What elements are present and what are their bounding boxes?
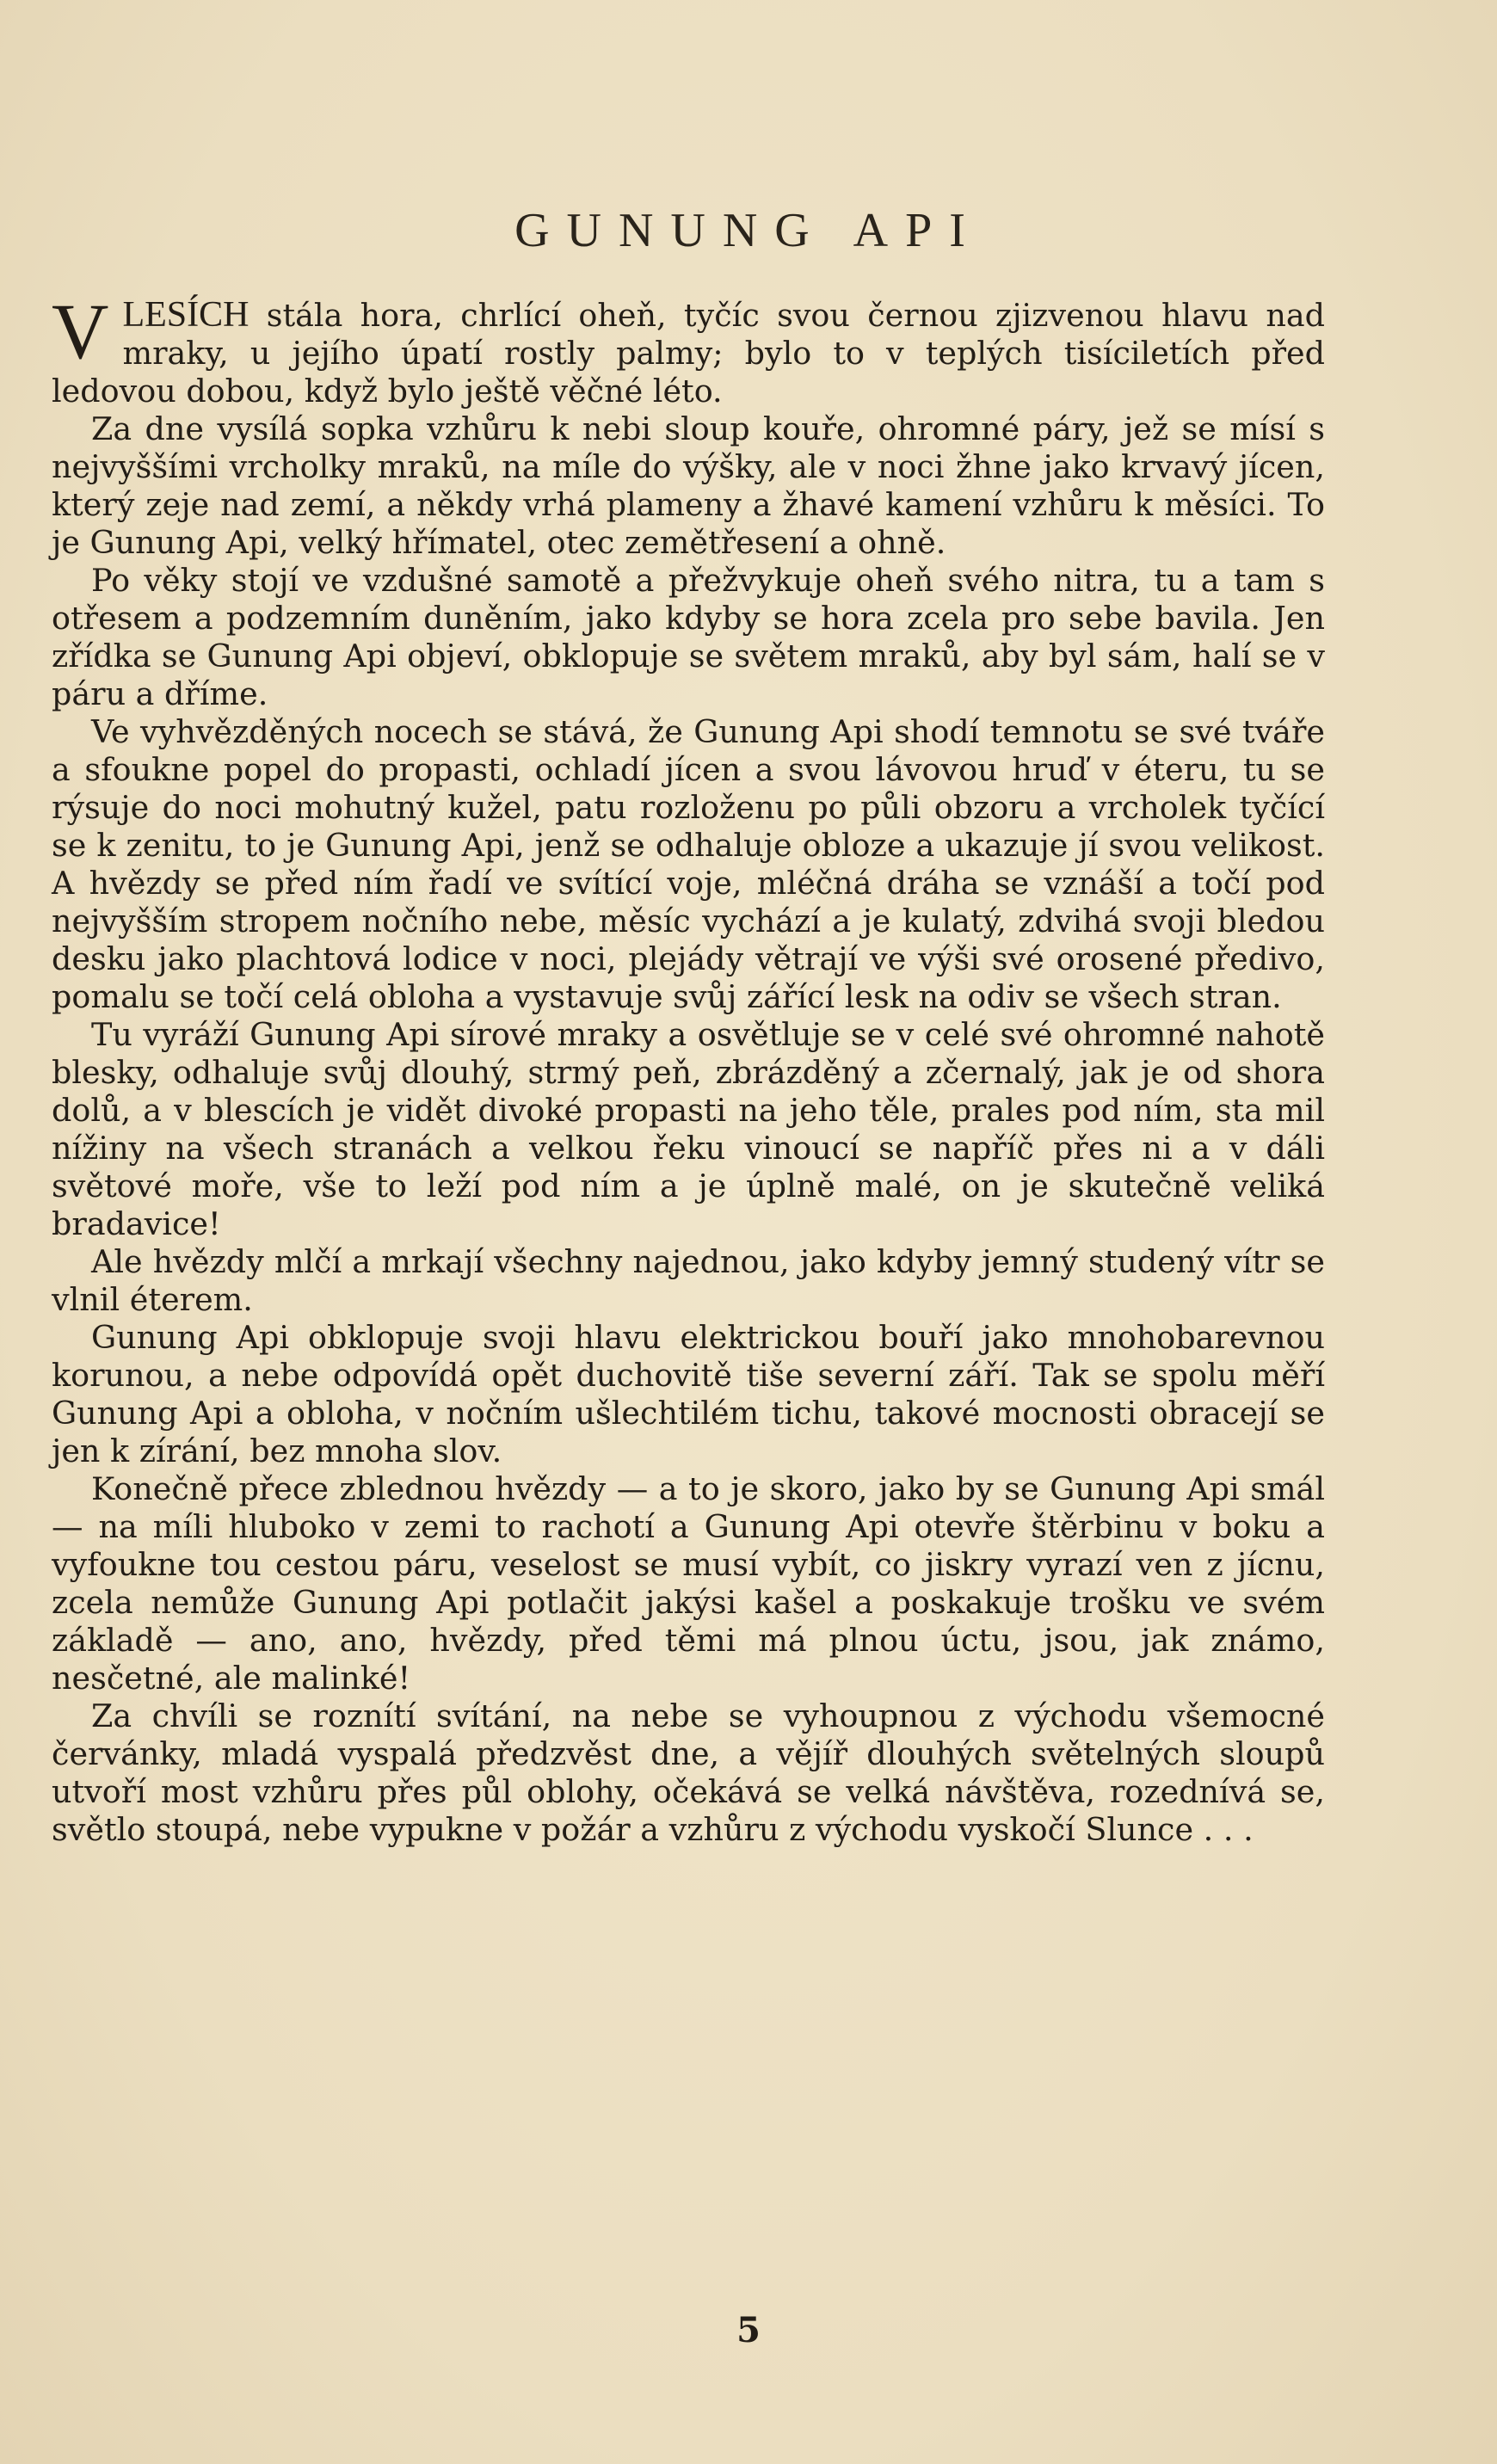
small-caps-word: LESÍCH — [122, 295, 250, 335]
drop-cap: V — [52, 287, 109, 375]
paragraph-6: Ale hvězdy mlčí a mrkají všechny najednou, jako kdyby jemný studený vítr se vlnil éterem. — [52, 1243, 1325, 1318]
paragraph-5: Tu vyráží Gunung Api sírové mraky a osvětluje se v celé své ohromné nahotě blesky, odhaluje svůj dlouhý, strmý peň, zbrázděný a zčernalý, jak je od shora dolů, a v blescích je vidět divoké propasti na jeho těle, prales pod ním, sta mil nížiny na všech stranách a velkou řeku vinoucí se napříč přes ni a v dáli světové moře, vše to leží pod ním a je úplně malé, on je skutečně veliká bradavice! — [52, 1016, 1325, 1242]
paragraph-8: Konečně přece zblednou hvězdy — a to je skoro, jako by se Gunung Api smál — na míli hluboko v zemi to rachotí a Gunung Api otevře štěrbinu v boku a vyfoukne tou cestou páru, veselost se musí vybít, co jiskry vyrazí ven z jícnu, zcela nemůže Gunung Api potlačit jakýsi kašel a poskakuje trošku ve svém základě — ano, ano, hvězdy, před těmi má plnou úctu, jsou, jak známo, nesčetné, ale malinké! — [52, 1470, 1325, 1697]
paragraph-3: Po věky stojí ve vzdušné samotě a přežvykuje oheň svého nitra, tu a tam s otřesem a podzemním duněním, jako kdyby se hora zcela pro sebe bavila. Jen zřídka se Gunung Api objeví, obklopuje se světem mraků, aby byl sám, halí se v páru a dříme. — [52, 562, 1325, 712]
page-number: 5 — [736, 2310, 761, 2350]
chapter-title: GUNUNG API — [514, 204, 983, 257]
paragraph-1 — [52, 287, 1325, 410]
paragraph-2: Za dne vysílá sopka vzhůru k nebi sloup kouře, ohromné páry, jež se mísí s nejvyššími vrcholky mraků, na míle do výšky, ale v noci žhne jako krvavý jícen, který zeje nad zemí, a někdy vrhá plameny a žhavé kamení vzhůru k měsíci. To je Gunung Api, velký hřímatel, otec zemětřesení a ohně. — [52, 410, 1325, 561]
body-text — [52, 287, 1325, 1849]
paragraph-1-text: stála hora, chrlící oheň, tyčíc svou černou zjizvenou hlavu nad mraky, u jejího úpatí rostly palmy; bylo to v teplých tisíciletích před ledovou dobou, když bylo ještě věčné léto. — [52, 297, 1325, 410]
paragraph-9: Za chvíli se roznítí svítání, na nebe se vyhoupnou z východu všemocné červánky, mladá vyspalá předzvěst dne, a vějíř dlouhých světelných sloupů utvoří most vzhůru přes půl oblohy, očekává se velká návštěva, rozednívá se, světlo stoupá, nebe vypukne v požár a vzhůru z východu vyskočí Slunce . . . — [52, 1697, 1325, 1848]
paragraph-4: Ve vyhvězděných nocech se stává, že Gunung Api shodí temnotu se své tváře a sfoukne popel do propasti, ochladí jícen a svou lávovou hruď v éteru, tu se rýsuje do noci mohutný kužel, patu rozloženu po půli obzoru a vrcholek tyčící se k zenitu, to je Gunung Api, jenž se odhaluje obloze a ukazuje jí svou velikost. A hvězdy se před ním řadí ve svítící voje, mléčná dráha se vznáší a točí pod nejvyšším stropem nočního nebe, měsíc vychází a je kulatý, zdvihá svoji bledou desku jako plachtová lodice v noci, plejády větrají ve výši své orosené předivo, pomalu se točí celá obloha a vystavuje svůj zářící lesk na odiv se všech stran. — [52, 713, 1325, 1015]
paragraph-7: Gunung Api obklopuje svoji hlavu elektrickou bouří jako mnohobarevnou korunou, a nebe odpovídá opět duchovitě tiše severní září. Tak se spolu měří Gunung Api a obloha, v nočním ušlechtilém tichu, takové mocnosti obracejí se jen k zírání, bez mnoha slov. — [52, 1319, 1325, 1469]
